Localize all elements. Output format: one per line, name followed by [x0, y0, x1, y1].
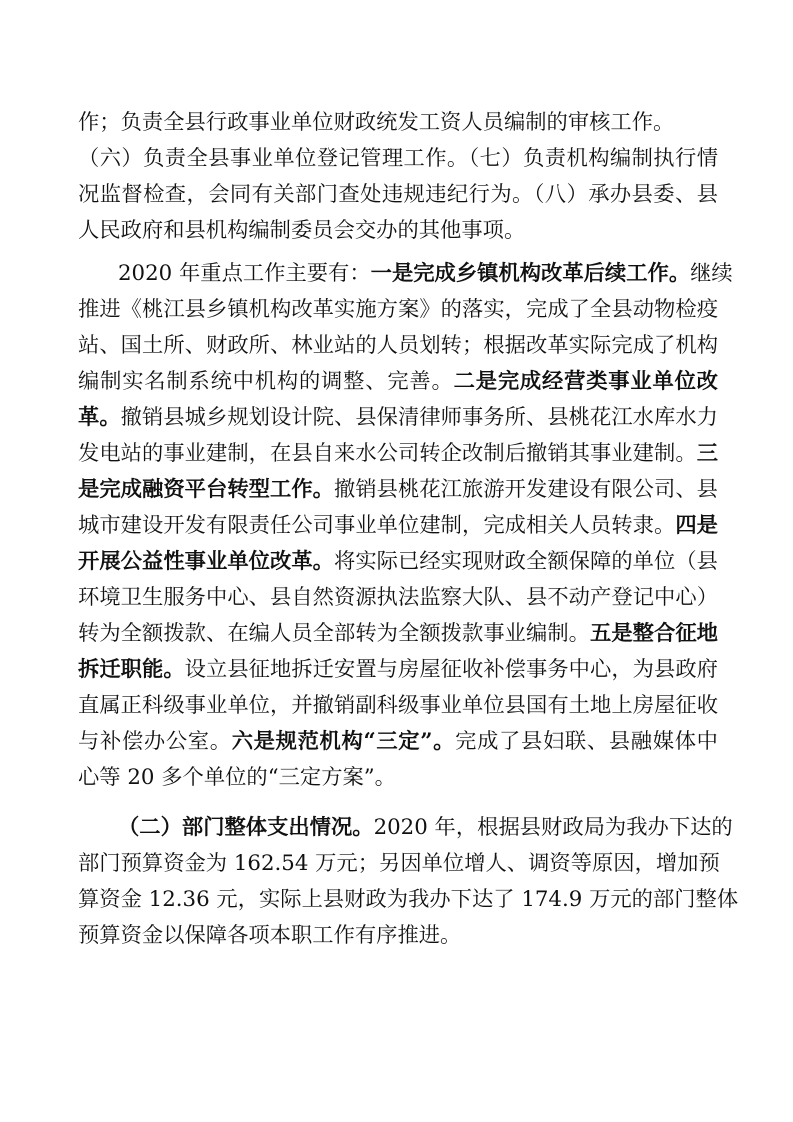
text-line	[78, 436, 718, 472]
text-line	[78, 141, 718, 177]
bold-text: 三	[696, 441, 718, 466]
bold-text: （二）部门整体支出情况。	[118, 815, 374, 840]
text-run: 人民政府和县机构编制委员会交办的其他事项。	[78, 218, 526, 243]
text-line	[78, 616, 718, 652]
bold-text: 是完成融资平台转型工作。	[78, 477, 335, 502]
bold-text: 五是整合征地	[590, 621, 718, 646]
bold-text: 六是规范机构“三定”。	[231, 729, 456, 754]
text-run: 转为全额拨款、在编人员全部转为全额拨款事业编制。	[78, 621, 591, 646]
text-line	[118, 256, 733, 292]
text-line	[78, 364, 718, 400]
text-run: 2020 年，根据县财政局为我办下达的	[373, 815, 733, 840]
text-line	[78, 177, 718, 213]
text-run: 城市建设开发有限责任公司事业单位建制，完成相关人员转隶。	[78, 513, 676, 538]
text-run: 发电站的事业建制，在县自来水公司转企改制后撤销其事业建制。	[78, 441, 697, 466]
bold-text: 四是	[675, 513, 718, 538]
text-line	[78, 472, 718, 508]
text-run: 站、国土所、财政所、林业站的人员划转；根据改革实际完成了机构	[78, 333, 718, 358]
text-run: 推进《桃江县乡镇机构改革实施方案》的落实，完成了全县动物检疫	[78, 297, 718, 322]
text-line	[78, 328, 718, 364]
text-run: 设立县征地拆迁安置与房屋征收补偿事务中心，为县政府	[184, 657, 718, 682]
text-run: 完成了县妇联、县融媒体中	[455, 729, 718, 754]
text-run: （六）负责全县事业单位登记管理工作。（七）负责机构编制执行情	[78, 146, 718, 171]
text-line	[78, 508, 718, 544]
text-line	[78, 213, 718, 249]
text-run: 继续	[690, 261, 733, 286]
text-line	[78, 688, 718, 724]
text-line	[118, 810, 733, 846]
text-run: 环境卫生服务中心、县自然资源执法监察大队、县不动产登记中心）	[78, 585, 718, 610]
text-line	[78, 292, 718, 328]
text-run: 直属正科级事业单位，并撤销副科级事业单位县国有土地上房屋征收	[78, 693, 718, 718]
text-run: 心等 20 多个单位的“三定方案”。	[78, 765, 396, 790]
text-line	[78, 760, 718, 796]
text-run: 将实际已经实现财政全额保障的单位（县	[334, 549, 718, 574]
text-run: 作；负责全县行政事业单位财政统发工资人员编制的审核工作。	[78, 110, 675, 135]
text-run: 算资金 12.36 元，实际上县财政为我办下达了 174.9 万元的部门整体	[78, 887, 739, 912]
text-run: 况监督检查，会同有关部门查处违规违纪行为。（八）承办县委、县	[78, 182, 718, 207]
text-run: 撤销县城乡规划设计院、县保清律师事务所、县桃花江水库水力	[120, 405, 718, 430]
text-line	[78, 400, 718, 436]
bold-text: 一是完成乡镇机构改革后续工作。	[370, 261, 691, 286]
text-line	[78, 846, 718, 882]
bold-text: 二是完成经营类事业单位改	[453, 369, 718, 394]
text-line	[78, 105, 718, 141]
text-line	[78, 724, 718, 760]
text-run: 编制实名制系统中机构的调整、完善。	[78, 369, 454, 394]
text-line	[78, 652, 718, 688]
text-line	[78, 544, 718, 580]
text-line	[78, 882, 739, 918]
text-line	[78, 918, 718, 954]
text-run: 部门预算资金为 162.54 万元；另因单位增人、调资等原因，增加预	[78, 851, 720, 876]
text-run: 撤销县桃花江旅游开发建设有限公司、县	[334, 477, 718, 502]
text-run: 与补偿办公室。	[78, 729, 232, 754]
bold-text: 革。	[78, 405, 121, 430]
bold-text: 开展公益性事业单位改革。	[78, 549, 335, 574]
text-line	[78, 580, 718, 616]
text-run: 2020 年重点工作主要有：	[118, 261, 371, 286]
bold-text: 拆迁职能。	[78, 657, 185, 682]
text-run: 预算资金以保障各项本职工作有序推进。	[78, 923, 462, 948]
